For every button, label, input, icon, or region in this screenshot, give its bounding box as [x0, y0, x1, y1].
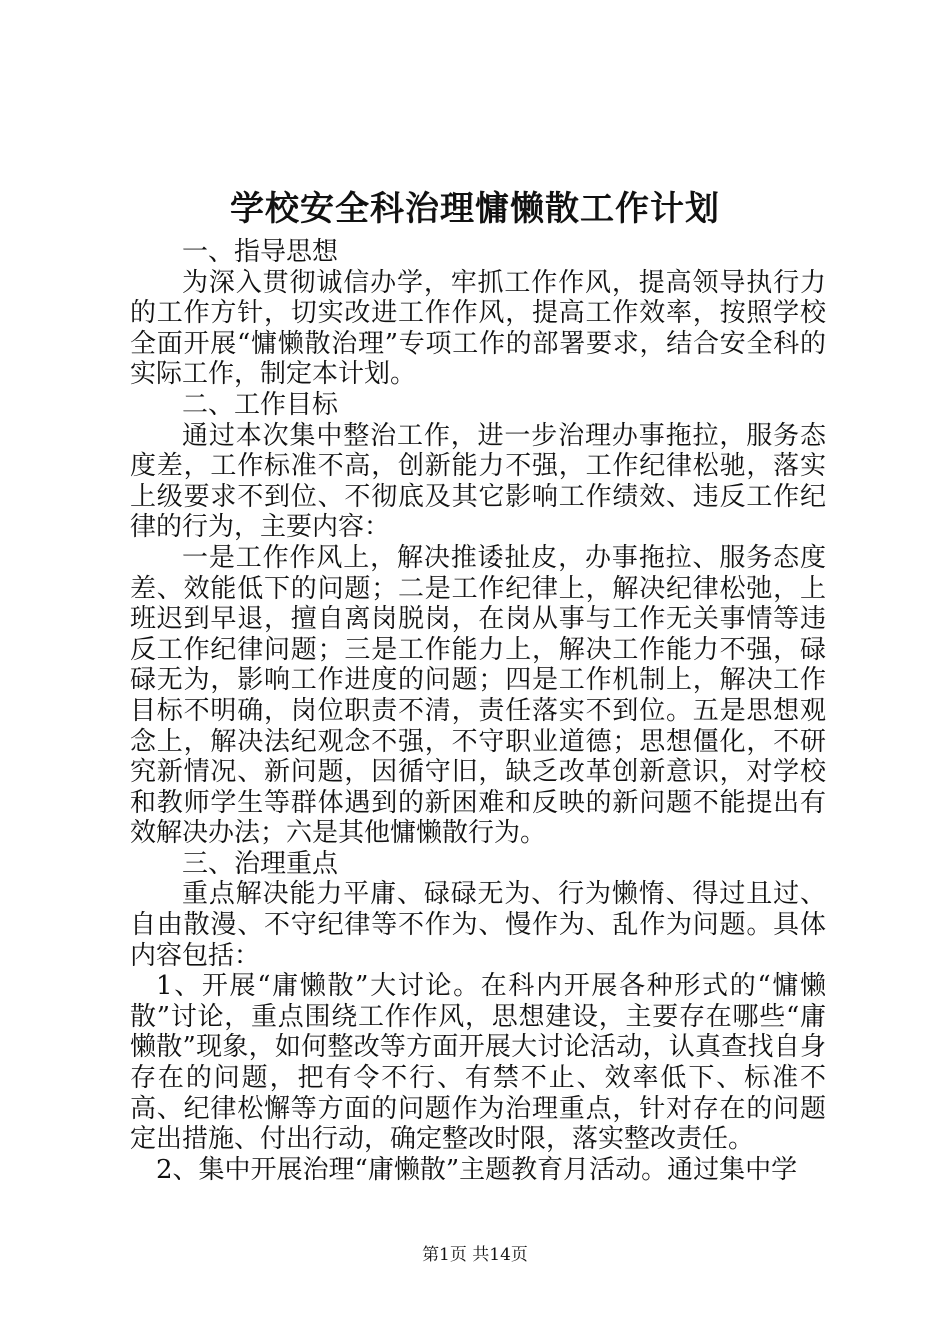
section-heading: 三、治理重点 — [182, 848, 339, 879]
page-number: 第1页 共14页 — [422, 1245, 528, 1265]
document-body — [130, 237, 826, 1185]
body-paragraph: 一是工作作风上，解决推诿扯皮，办事拖拉、服务态度差、效能低下的问题；二是工作纪律上，解决纪律松弛，上班迟到早退，擅自离岗脱岗，在岗从事与工作无关事情等违反工作纪律问题；三是工作能力上，解决工作能力不强，碌碌无为，影响工作进度的问题；四是工作机制上，解决工作目标不明确，岗位职责不清，责任落实不到位。五是思想观念上，解决法纪观念不强，不守职业道德；思想僵化，不研究新情况、新问题，因循守旧，缺乏改革创新意识，对学校和教师学生等群体遇到的新困难和反映的新问题不能提出有效解决办法；六是其他慵懒散行为。 — [130, 542, 826, 849]
list-item: 2、集中开展治理“庸懒散”主题教育月活动。通过集中学 — [156, 1154, 798, 1185]
section-heading: 一、指导思想 — [182, 237, 339, 267]
document-title: 学校安全科治理慵懒散工作计划 — [230, 189, 720, 229]
list-item: 1、开展“庸懒散”大讨论。在科内开展各种形式的“慵懒散”讨论，重点围绕工作作风，思想建设，主要存在哪些“庸懒散”现象，如何整改等方面开展大讨论活动，认真查找自身存在的问题，把有令不行、有禁不止、效率低下、标准不高、纪律松懈等方面的问题作为治理重点，针对存在的问题定出措施、付出行动，确定整改时限，落实整改责任。 — [130, 971, 826, 1155]
body-paragraph: 重点解决能力平庸、碌碌无为、行为懒惰、得过且过、自由散漫、不守纪律等不作为、慢作为、乱作为问题。具体内容包括： — [130, 879, 826, 971]
body-paragraph: 为深入贯彻诚信办学，牢抓工作作风，提高领导执行力的工作方针，切实改进工作作风，提高工作效率，按照学校全面开展“慵懒散治理”专项工作的部署要求，结合安全科的实际工作，制定本计划。 — [130, 267, 826, 390]
section-heading: 二、工作目标 — [182, 389, 339, 420]
body-paragraph: 通过本次集中整治工作，进一步治理办事拖拉，服务态度差，工作标准不高，创新能力不强，工作纪律松驰，落实上级要求不到位、不彻底及其它影响工作绩效、违反工作纪律的行为，主要内容： — [130, 420, 826, 543]
